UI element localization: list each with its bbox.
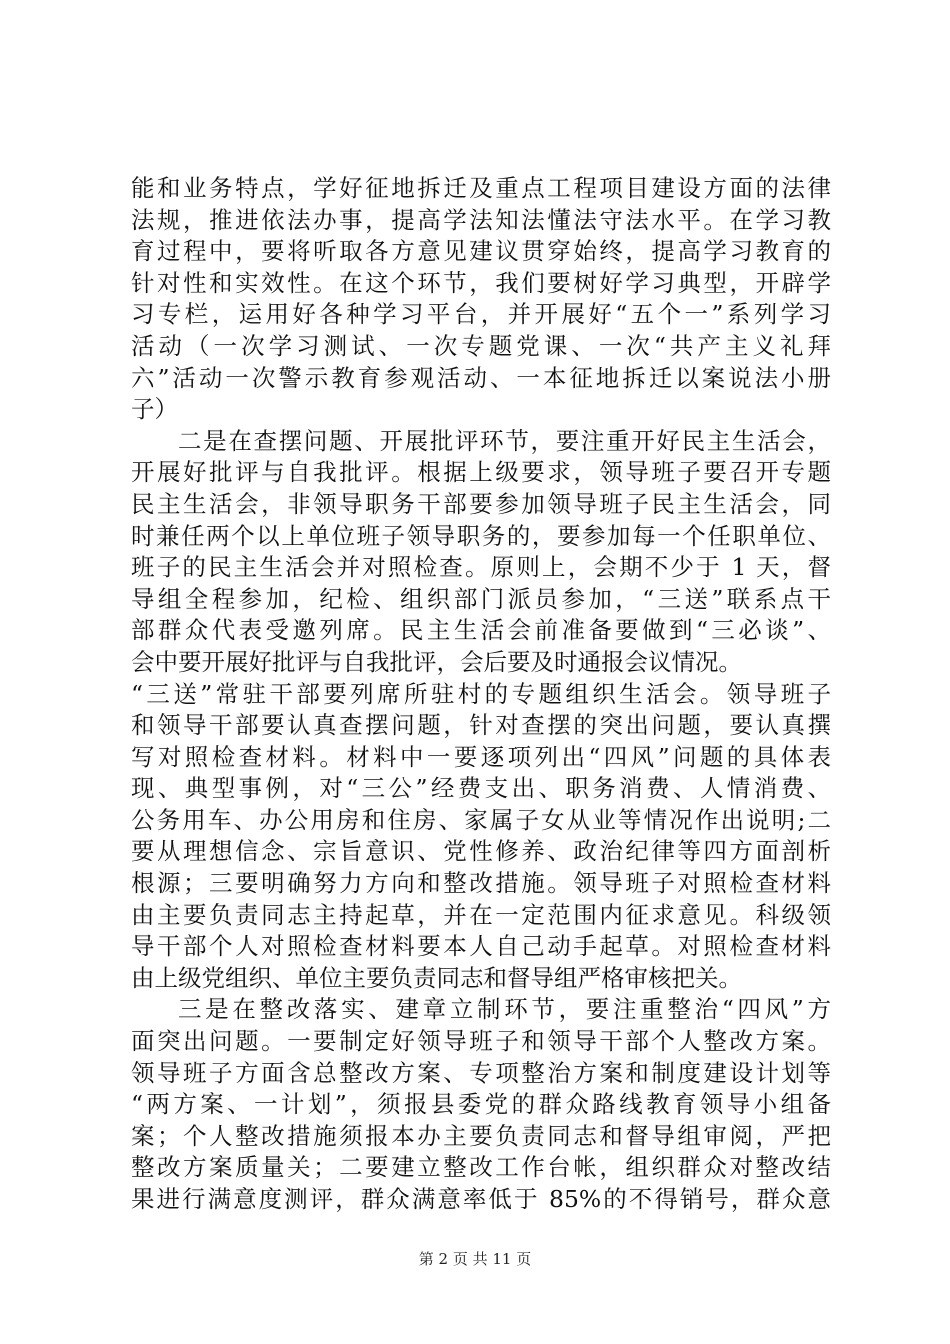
- text-line-22: 要从理想信念、宗旨意识、党性修养、政治纪律等四方面剖析: [131, 837, 831, 866]
- text-line-29: 领导班子方面含总整改方案、专项整治方案和制度建设计划等: [131, 1058, 831, 1087]
- text-line-25: 导干部个人对照检查材料要本人自己动手起草。对照检查材料: [131, 932, 831, 961]
- text-line-24: 由主要负责同志主持起草，并在一定范围内征求意见。科级领: [131, 900, 831, 929]
- text-line-14: 导组全程参加，纪检、组织部门派员参加，“三送”联系点干: [131, 584, 831, 613]
- text-line-8: 子）: [131, 395, 178, 424]
- text-line-19: 写对照检查材料。材料中一要逐项列出“四风”问题的具体表: [131, 742, 831, 771]
- text-line-4: 针对性和实效性。在这个环节，我们要树好学习典型，开辟学: [131, 268, 831, 297]
- text-line-2: 法规，推进依法办事，提高学法知法懂法守法水平。在学习教: [131, 205, 831, 234]
- text-line-11: 民主生活会，非领导职务干部要参加领导班子民主生活会，同: [131, 489, 831, 518]
- text-line-5: 习专栏，运用好各种学习平台，并开展好“五个一”系列学习: [131, 300, 831, 329]
- text-line-13: 班子的民主生活会并对照检查。原则上，会期不少于 1 天，督: [131, 553, 831, 582]
- text-line-6: 活动（一次学习测试、一次专题党课、一次“共产主义礼拜: [131, 331, 831, 360]
- text-line-27: 三是在整改落实、建章立制环节，要注重整治“四风”方: [178, 995, 831, 1024]
- text-line-23: 根源；三要明确努力方向和整改措施。领导班子对照检查材料: [131, 869, 831, 898]
- text-line-21: 公务用车、办公用房和住房、家属子女从业等情况作出说明;二: [131, 805, 831, 834]
- text-line-31: 案；个人整改措施须报本办主要负责同志和督导组审阅，严把: [131, 1121, 831, 1150]
- text-line-12: 时兼任两个以上单位班子领导职务的，要参加每一个任职单位、: [131, 521, 831, 550]
- text-line-3: 育过程中，要将听取各方意见建议贯穿始终，提高学习教育的: [131, 237, 831, 266]
- text-line-17: “三送”常驻干部要列席所驻村的专题组织生活会。领导班子: [131, 679, 831, 708]
- text-line-33: 果进行满意度测评，群众满意率低于 85%的不得销号，群众意: [131, 1185, 831, 1213]
- text-line-1: 能和业务特点，学好征地拆迁及重点工程项目建设方面的法律: [131, 174, 831, 202]
- text-line-26: 由上级党组织、单位主要负责同志和督导组严格审核把关。: [131, 963, 742, 992]
- page-number-footer: 第 2 页 共 11 页: [418, 1250, 532, 1268]
- text-line-9: 二是在查摆问题、开展批评环节，要注重开好民主生活会，: [178, 426, 831, 455]
- text-line-7: 六”活动一次警示教育参观活动、一本征地拆迁以案说法小册: [131, 363, 831, 392]
- text-line-32: 整改方案质量关；二要建立整改工作台帐，组织群众对整改结: [131, 1153, 831, 1182]
- text-line-20: 现、典型事例，对“三公”经费支出、职务消费、人情消费、: [131, 774, 831, 803]
- text-line-18: 和领导干部要认真查摆问题，针对查摆的突出问题，要认真撰: [131, 711, 831, 740]
- body-text: [131, 173, 831, 1216]
- text-line-15: 部群众代表受邀列席。民主生活会前准备要做到“三必谈”、: [131, 616, 831, 645]
- text-line-16: 会中要开展好批评与自我批评，会后要及时通报会议情况。: [131, 647, 742, 676]
- text-line-30: “两方案、一计划”，须报县委党的群众路线教育领导小组备: [131, 1090, 831, 1119]
- text-line-28: 面突出问题。一要制定好领导班子和领导干部个人整改方案。: [131, 1027, 831, 1056]
- text-line-10: 开展好批评与自我批评。根据上级要求，领导班子要召开专题: [131, 458, 831, 487]
